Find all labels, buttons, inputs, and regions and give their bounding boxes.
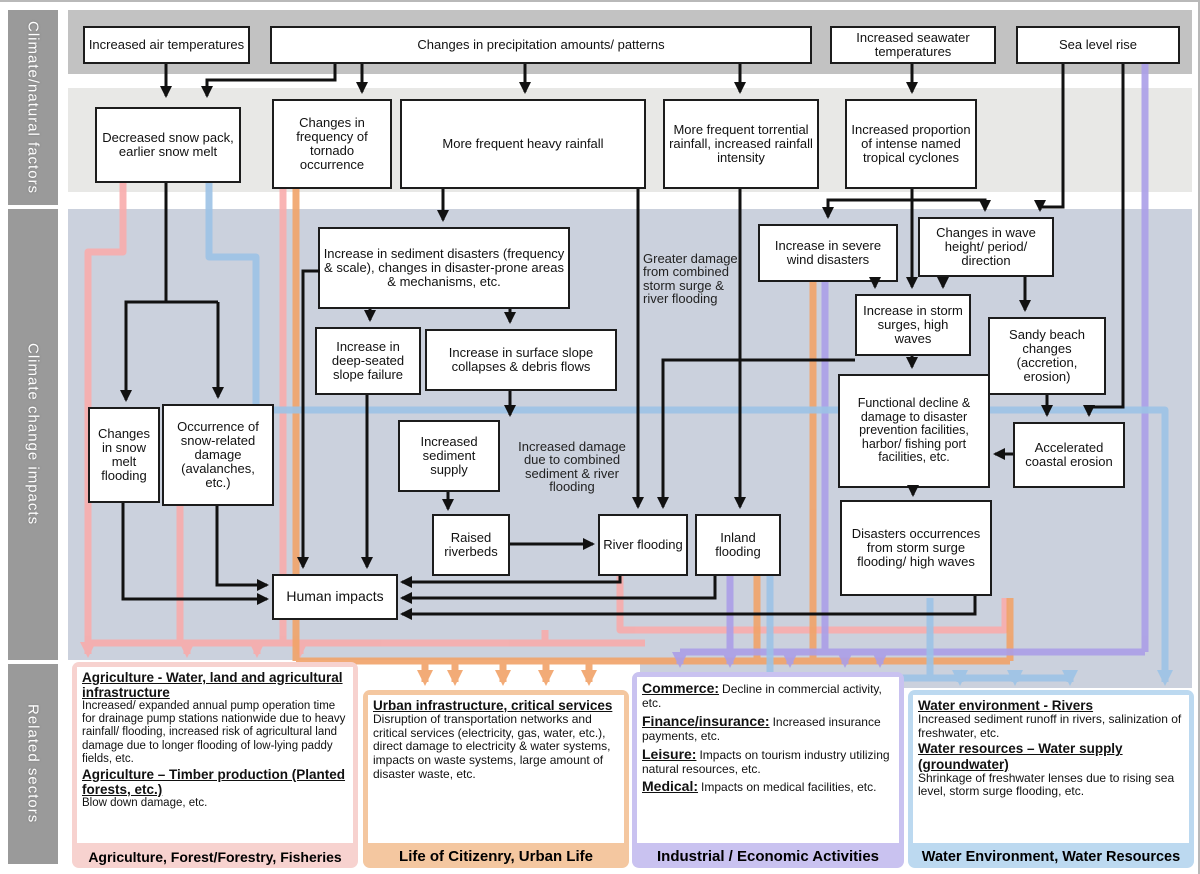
label-greater-damage-combined: Greater damage from combined storm surge & river flooding bbox=[643, 251, 738, 306]
box-surface-slope-collapses: Increase in surface slope collapses & debris flows bbox=[425, 329, 617, 391]
agriculture-body-2: Blow down damage, etc. bbox=[82, 796, 208, 809]
box-accelerated-coastal-erosion: Accelerated coastal erosion bbox=[1013, 422, 1125, 488]
box-severe-wind-disasters: Increase in severe wind disasters bbox=[758, 224, 898, 282]
water-body-1: Increased sediment runoff in rivers, salinization of freshwater, etc. bbox=[918, 712, 1182, 740]
sidebar-band-climate-change-impacts: Climate change impacts bbox=[8, 209, 58, 660]
box-functional-decline-facilities: Functional decline & damage to disaster prevention facilities, harbor/ fishing port facilities, etc. bbox=[838, 374, 990, 488]
box-torrential-rainfall: More frequent torrential rainfall, increased rainfall intensity bbox=[663, 99, 819, 189]
sector-urban-footer: Life of Citizenry, Urban Life bbox=[399, 848, 593, 865]
agriculture-heading-2: Agriculture – Timber production (Planted forests, etc.) bbox=[82, 766, 346, 797]
label-increased-damage-combined: Increased damage due to combined sediment & river flooding bbox=[518, 439, 626, 494]
box-precipitation-changes: Changes in precipitation amounts/ patterns bbox=[270, 26, 812, 64]
water-heading-2: Water resources – Water supply (groundwater) bbox=[918, 741, 1123, 772]
box-sea-level-rise: Sea level rise bbox=[1016, 26, 1180, 64]
industrial-item-medical: Medical: Impacts on medical facilities, etc. bbox=[642, 778, 877, 795]
sidebar-band-related-sectors: Related sectors bbox=[8, 664, 58, 864]
agriculture-body-1: Increased/ expanded annual pump operation time for drainage pump stations nationwide due to heavy rainfall/ flooding, increased risk of agricultural land damage due to longer flooding of low-lying paddy fields, etc. bbox=[82, 700, 346, 765]
box-storm-surge-flood-disasters: Disasters occurrences from storm surge flooding/ high waves bbox=[840, 500, 992, 596]
water-heading-1: Water environment - Rivers bbox=[918, 698, 1094, 713]
box-raised-riverbeds: Raised riverbeds bbox=[432, 514, 510, 576]
sector-industrial-footer: Industrial / Economic Activities bbox=[657, 848, 879, 865]
industrial-item-leisure: Leisure: Impacts on tourism industry utilizing natural resources, etc. bbox=[642, 745, 890, 776]
sidebar-band-climate-natural-factors: Climate/natural factors bbox=[8, 10, 58, 205]
agriculture-heading-1: Agriculture - Water, land and agricultural infrastructure bbox=[82, 670, 343, 701]
box-tornado-frequency: Changes in frequency of tornado occurrence bbox=[272, 99, 392, 189]
black-flow-arrows bbox=[0, 2, 1200, 874]
box-human-impacts: Human impacts bbox=[272, 574, 398, 620]
box-sediment-disasters: Increase in sediment disasters (frequency & scale), changes in disaster-prone areas & mechanisms, etc. bbox=[318, 227, 570, 309]
box-inland-flooding: Inland flooding bbox=[695, 514, 781, 576]
urban-heading: Urban infrastructure, critical services bbox=[373, 698, 613, 713]
industrial-item-commerce: Commerce: Decline in commercial activity, etc. bbox=[642, 680, 882, 710]
box-more-frequent-heavy-rainfall: More frequent heavy rainfall bbox=[400, 99, 646, 189]
box-increased-sediment-supply: Increased sediment supply bbox=[398, 420, 500, 492]
box-increased-air-temperatures: Increased air temperatures bbox=[83, 26, 250, 64]
industrial-item-finance: Finance/insurance: Increased insurance payments, etc. bbox=[642, 712, 881, 743]
box-deep-seated-slope-failure: Increase in deep-seated slope failure bbox=[315, 327, 421, 395]
box-intense-tropical-cyclones: Increased proportion of intense named tropical cyclones bbox=[845, 99, 977, 189]
water-body-2: Shrinkage of freshwater lenses due to rising sea level, storm surge flooding, etc. bbox=[918, 770, 1175, 799]
box-river-flooding: River flooding bbox=[598, 514, 688, 576]
box-storm-surges-high-waves: Increase in storm surges, high waves bbox=[855, 294, 971, 356]
box-increased-seawater-temperatures: Increased seawater temperatures bbox=[830, 26, 996, 64]
box-decreased-snow-pack: Decreased snow pack, earlier snow melt bbox=[95, 107, 241, 183]
urban-body: Disruption of transportation networks and critical services (electricity, gas, water, etc.), direct damage to electricity & water systems, impacts on waste systems, large amount of disaster waste, etc. bbox=[373, 712, 611, 781]
box-snow-related-damage: Occurrence of snow-related damage (avalanches, etc.) bbox=[162, 404, 274, 506]
box-sandy-beach-changes: Sandy beach changes (accretion, erosion) bbox=[988, 317, 1106, 395]
sector-water-footer: Water Environment, Water Resources bbox=[921, 849, 1181, 865]
sector-agriculture-footer: Agriculture, Forest/Forestry, Fisheries bbox=[88, 849, 342, 865]
box-snow-melt-flooding: Changes in snow melt flooding bbox=[88, 407, 160, 503]
box-wave-height-changes: Changes in wave height/ period/ direction bbox=[918, 217, 1054, 277]
